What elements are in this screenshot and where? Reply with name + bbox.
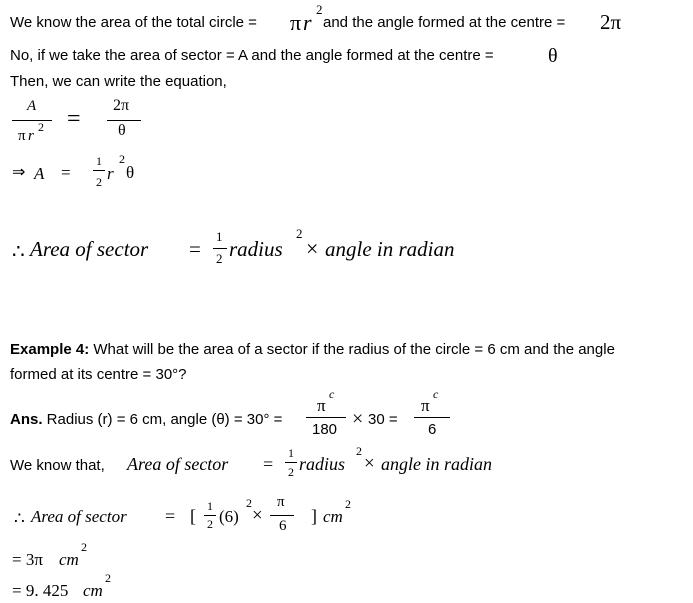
fraction-bar — [93, 170, 105, 171]
area-of-sector-label: Area of sector — [31, 507, 127, 526]
radius-exponent: 2 — [296, 226, 303, 241]
equals-sign: = — [189, 237, 201, 261]
radian-superscript: c — [329, 387, 335, 401]
frac-den-6: 6 — [279, 518, 287, 534]
frac-num-pi: π — [277, 494, 285, 510]
equals-sign: = — [61, 163, 71, 182]
frac-den-r: r — [28, 128, 34, 144]
two-pi: 2π — [600, 10, 622, 34]
r-exponent: 2 — [119, 152, 125, 166]
r-variable: r — [303, 10, 312, 35]
unit-cm: cm — [59, 550, 79, 569]
therefore-symbol: ∴ — [12, 241, 25, 263]
equals-sign: = — [263, 454, 274, 474]
radian-superscript: c — [433, 387, 439, 401]
fraction-bar — [213, 248, 227, 249]
six-term: (6) — [219, 507, 239, 526]
fraction-bar — [414, 417, 450, 418]
times-symbol: × — [252, 505, 263, 526]
frac-den-6: 6 — [428, 421, 437, 438]
equals-sign: = — [67, 106, 81, 132]
variable-r: r — [107, 164, 114, 183]
fraction-bar — [285, 462, 297, 463]
result-value: = 9. 425 — [12, 581, 69, 600]
variable-A: A — [34, 164, 45, 183]
area-of-sector-label: Area of sector — [30, 237, 149, 261]
left-bracket: [ — [190, 506, 196, 526]
half-den: 2 — [216, 251, 223, 266]
times-symbol: × — [306, 236, 319, 261]
know-text: We know that, — [10, 457, 105, 474]
frac-den-exp: 2 — [38, 120, 44, 134]
six-exponent: 2 — [246, 496, 252, 510]
frac-den-180: 180 — [312, 421, 338, 438]
fraction-bar — [12, 120, 52, 121]
r-exponent: 2 — [316, 2, 323, 17]
frac-num-A: A — [27, 98, 37, 114]
unit-cm: cm — [83, 581, 103, 600]
half-num: 1 — [288, 446, 294, 460]
times-symbol: × — [364, 453, 375, 474]
fraction-bar — [204, 515, 216, 516]
area-of-sector-label: Area of sector — [127, 454, 229, 474]
example-label: Example 4: — [10, 341, 90, 358]
radius-term: radius — [229, 237, 283, 261]
fraction-bar — [270, 515, 294, 516]
half-num: 1 — [96, 154, 102, 168]
unit-exponent: 2 — [81, 540, 87, 554]
angle-in-radian: angle in radian — [325, 237, 455, 261]
pi-symbol: π — [290, 10, 302, 35]
unit-exponent: 2 — [345, 497, 351, 511]
half-den: 2 — [96, 175, 102, 189]
unit-exponent: 2 — [105, 571, 111, 585]
equals-sign: = — [165, 506, 176, 526]
intro-text-3: Then, we can write the equation, — [10, 73, 227, 90]
frac-den-pi: π — [18, 128, 26, 144]
therefore-symbol: ∴ — [14, 509, 25, 528]
implies-arrow: ⇒ — [12, 164, 26, 181]
intro-text-1: We know the area of the total circle = — [10, 14, 257, 31]
right-bracket: ] — [311, 506, 317, 526]
theta-symbol: θ — [126, 163, 135, 182]
half-num: 1 — [216, 229, 223, 244]
frac-num-2pi: 2π — [113, 97, 130, 114]
pi-symbol: π — [317, 396, 326, 415]
pi-symbol: π — [421, 396, 430, 415]
radius-exponent: 2 — [356, 444, 362, 458]
ans-label: Ans. — [10, 411, 43, 428]
ans-text: Radius (r) = 6 cm, angle (θ) = 30° = — [42, 411, 283, 428]
half-num: 1 — [207, 499, 213, 513]
radius-term: radius — [299, 454, 346, 474]
unit-cm: cm — [323, 507, 343, 526]
times-symbol: × — [352, 408, 364, 430]
theta-symbol: θ — [548, 45, 558, 67]
fraction-bar — [306, 417, 346, 418]
example-line-2: formed at its centre = 30°? — [10, 366, 187, 383]
angle-in-radian: angle in radian — [381, 454, 492, 474]
fraction-bar — [107, 120, 141, 121]
intro-text-2: No, if we take the area of sector = A and the angle formed at the centre = — [10, 47, 494, 64]
example-line-1: What will be the area of a sector if the radius of the circle = 6 cm and the angle — [89, 341, 615, 358]
result-value: = 3π — [12, 550, 43, 569]
half-den: 2 — [207, 517, 213, 531]
intro-text-1b: and the angle formed at the centre = — [323, 14, 566, 31]
half-den: 2 — [288, 465, 294, 479]
ans-mid: 30 = — [368, 411, 398, 428]
frac-den-theta: θ — [118, 122, 126, 139]
